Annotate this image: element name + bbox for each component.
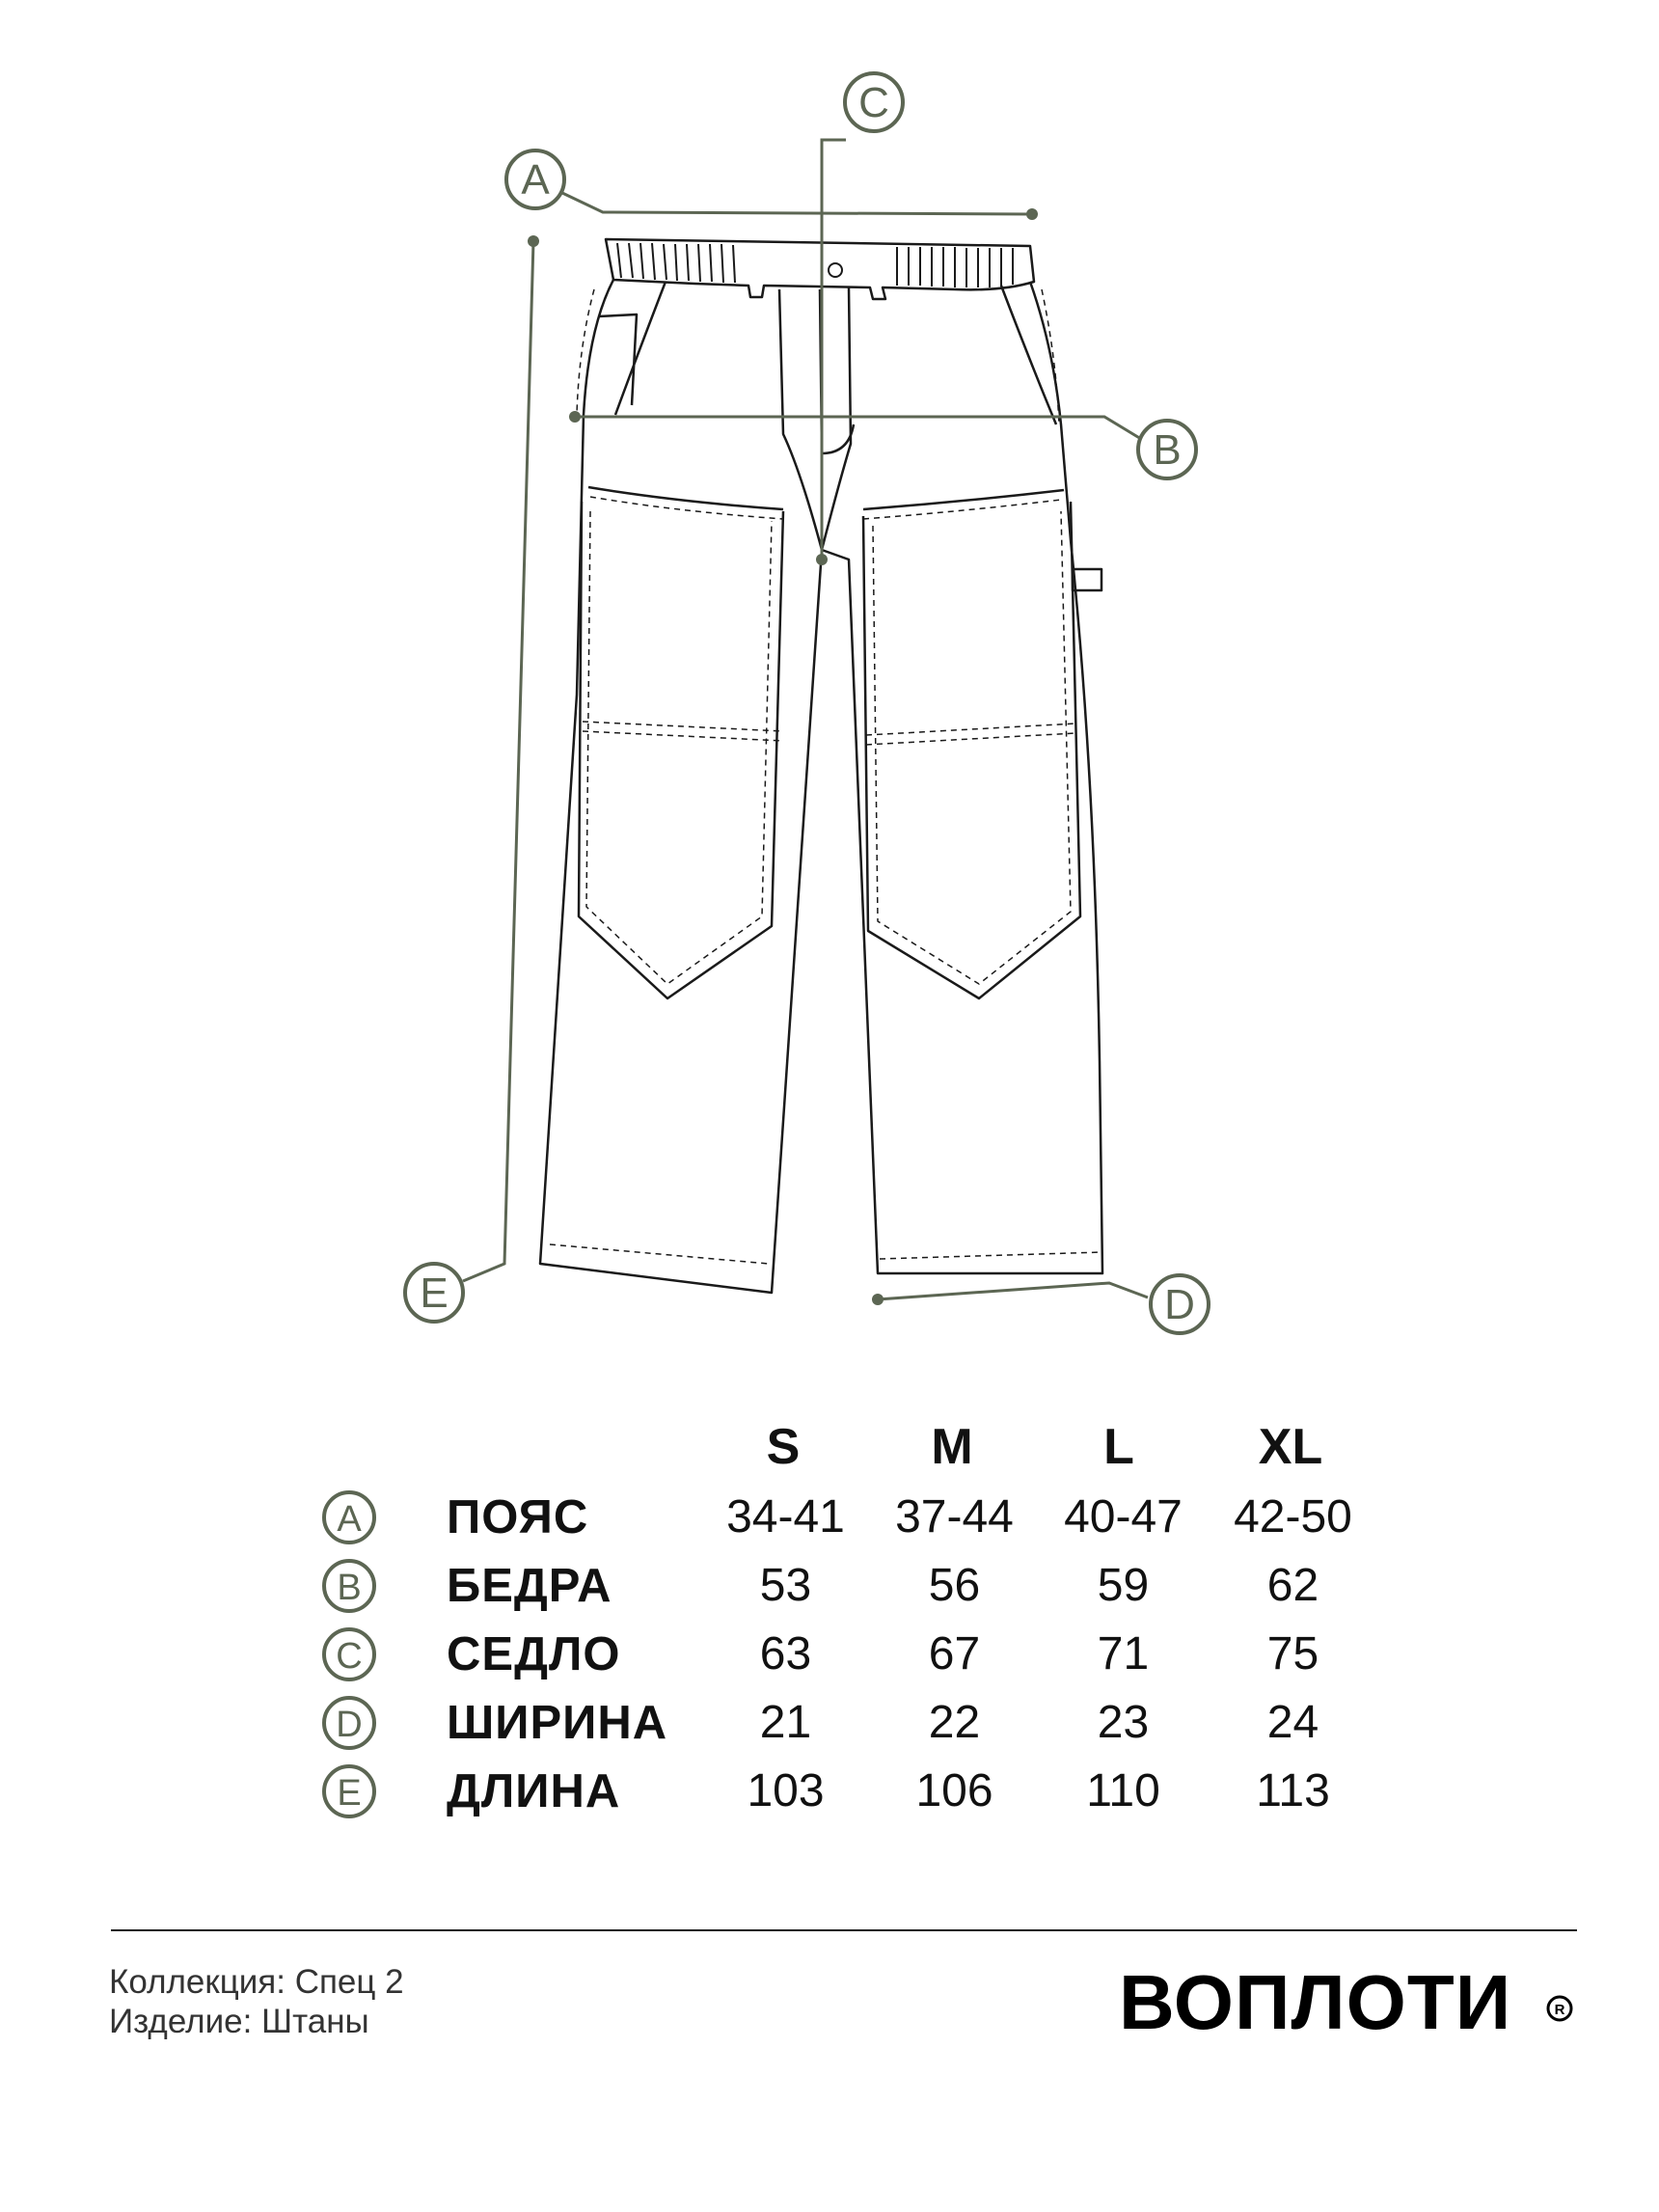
- marker-e-icon: [320, 1762, 378, 1820]
- marker-c-label: C: [858, 79, 889, 126]
- marker-e-label: E: [420, 1270, 449, 1317]
- collection-label: Коллекция: Спец 2: [109, 1963, 404, 2001]
- table-row-waist: [0, 1488, 1659, 1556]
- table-row-width: [0, 1694, 1659, 1761]
- size-m-header: M: [931, 1419, 973, 1475]
- row-label-waist: ПОЯС: [447, 1491, 589, 1543]
- marker-b-icon: [320, 1557, 378, 1615]
- size-l-header: L: [1103, 1419, 1134, 1475]
- marker-b-label: B: [1153, 426, 1182, 474]
- item-label: Изделие: Штаны: [109, 2003, 369, 2040]
- cell-waist-s: 34-41: [726, 1491, 845, 1543]
- cell-width-s: 21: [759, 1697, 812, 1748]
- cell-hips-m: 56: [928, 1560, 981, 1611]
- row-label-width: ШИРИНА: [447, 1697, 668, 1749]
- size-xl-header: XL: [1258, 1419, 1323, 1475]
- table-row-length: [0, 1762, 1659, 1830]
- svg-text:E: E: [337, 1773, 362, 1814]
- cell-waist-m: 37-44: [895, 1491, 1014, 1543]
- marker-d-icon: [320, 1694, 378, 1752]
- cell-length-m: 106: [915, 1765, 993, 1816]
- size-header-row: [0, 1418, 1659, 1486]
- cell-length-l: 110: [1086, 1765, 1160, 1816]
- cell-hips-l: 59: [1097, 1560, 1150, 1611]
- table-row-hips: [0, 1557, 1659, 1625]
- cell-length-s: 103: [747, 1765, 825, 1816]
- svg-text:C: C: [336, 1636, 363, 1677]
- row-label-length: ДЛИНА: [447, 1765, 621, 1817]
- cell-hips-s: 53: [759, 1560, 812, 1611]
- marker-c-icon: [320, 1625, 378, 1683]
- marker-d-label: D: [1164, 1281, 1195, 1328]
- table-row-rise: [0, 1625, 1659, 1693]
- registered-mark-icon: [1546, 1995, 1573, 2022]
- cell-width-l: 23: [1097, 1697, 1150, 1748]
- cell-hips-xl: 62: [1266, 1560, 1319, 1611]
- footer-divider: [111, 1929, 1577, 1931]
- row-label-rise: СЕДЛО: [447, 1628, 621, 1680]
- cell-rise-m: 67: [928, 1628, 981, 1679]
- cell-waist-l: 40-47: [1064, 1491, 1183, 1543]
- cell-rise-xl: 75: [1266, 1628, 1319, 1679]
- size-s-header: S: [766, 1419, 801, 1475]
- svg-text:R: R: [1554, 2002, 1565, 2018]
- cell-width-xl: 24: [1266, 1697, 1319, 1748]
- svg-text:D: D: [336, 1705, 363, 1745]
- brand-logo: ВОПЛОТИ: [1119, 1959, 1512, 2045]
- cell-rise-l: 71: [1097, 1628, 1150, 1679]
- marker-a-icon: [320, 1488, 378, 1546]
- cell-length-xl: 113: [1256, 1765, 1330, 1816]
- cell-width-m: 22: [928, 1697, 981, 1748]
- svg-text:A: A: [337, 1499, 362, 1540]
- svg-text:B: B: [337, 1568, 362, 1608]
- cell-waist-xl: 42-50: [1234, 1491, 1352, 1543]
- marker-a-label: A: [521, 156, 550, 204]
- row-label-hips: БЕДРА: [447, 1560, 612, 1612]
- cell-rise-s: 63: [759, 1628, 812, 1679]
